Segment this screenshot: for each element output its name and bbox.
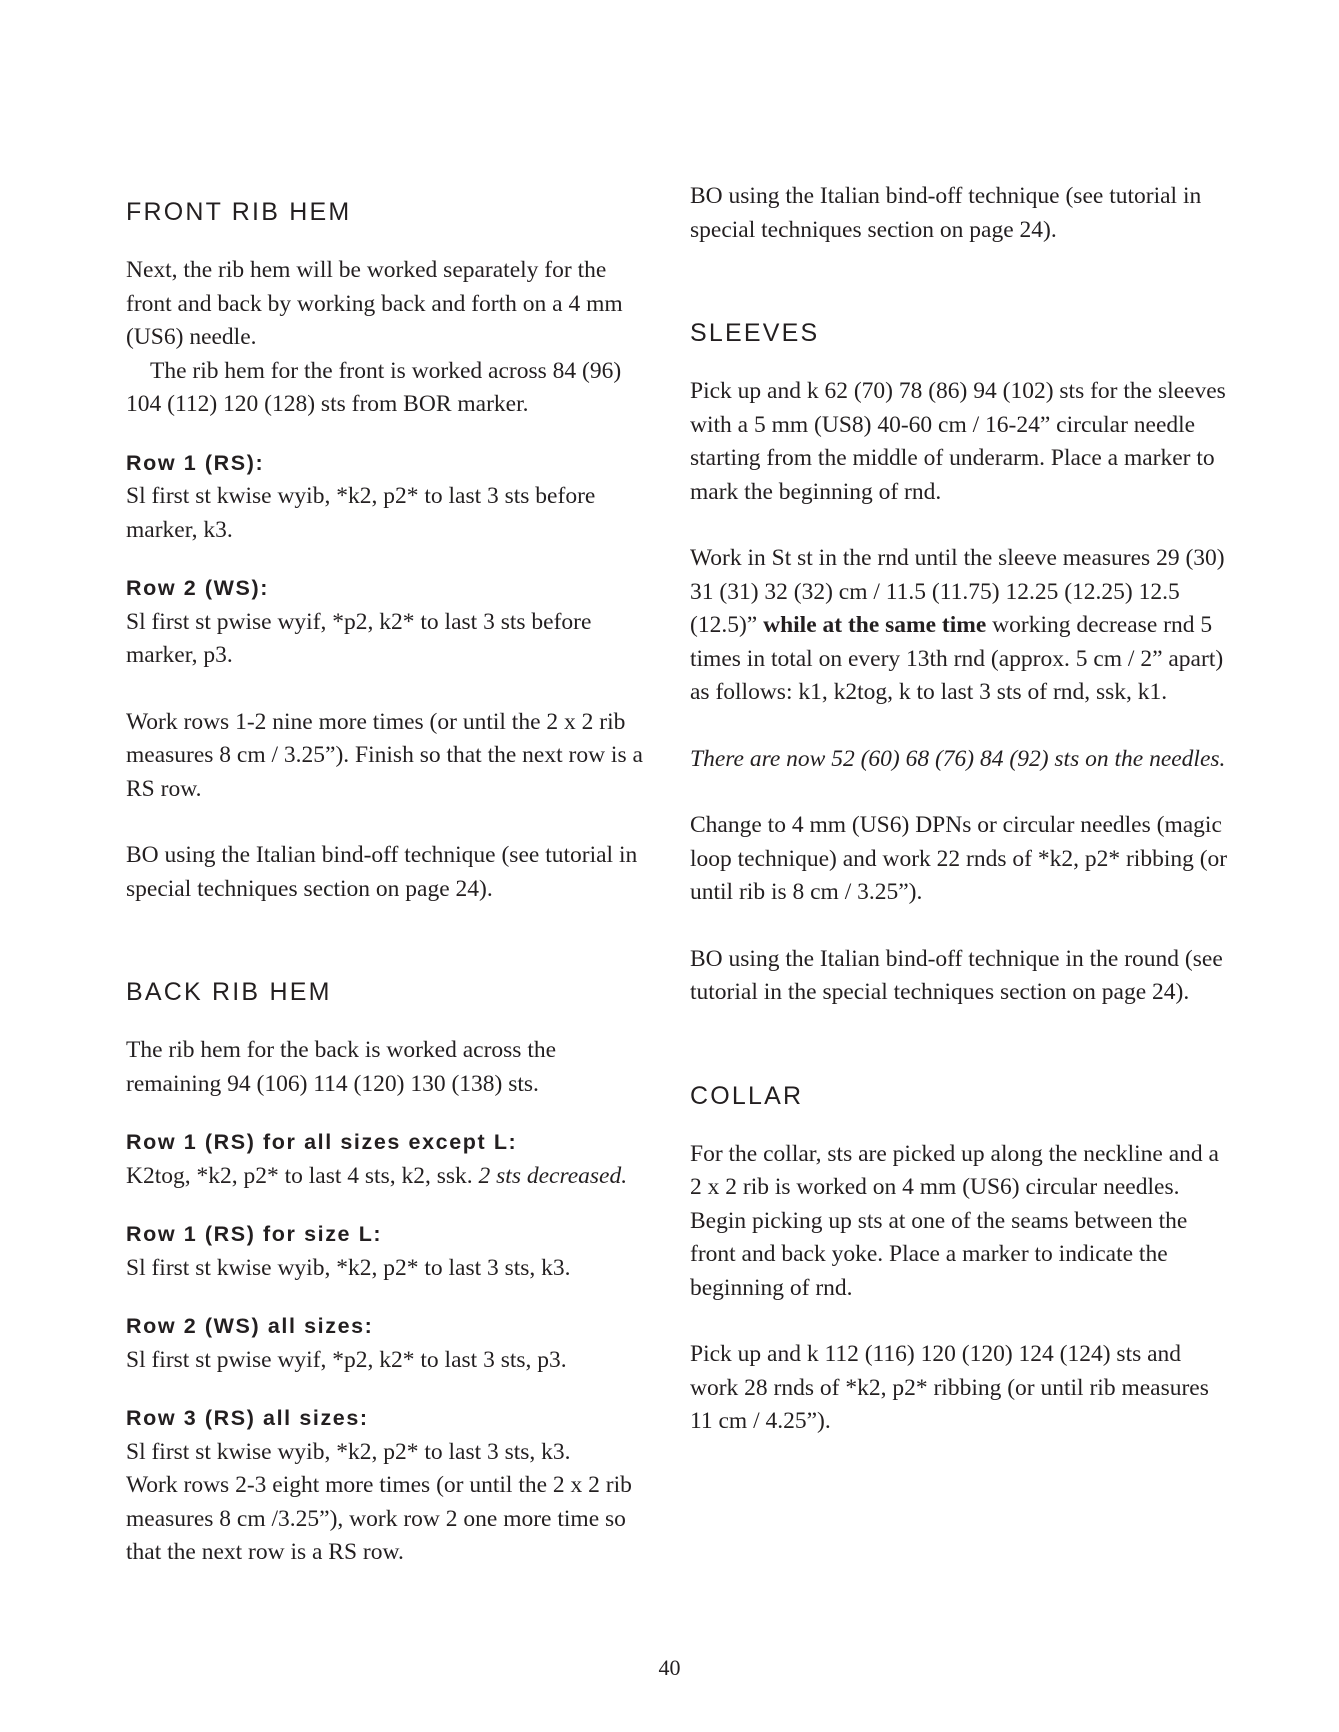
back-row-3 xyxy=(126,1402,656,1570)
right-column xyxy=(690,183,1230,1439)
stitch-count-text: There are now 52 (60) 68 (76) 84 (92) sts on the needles. xyxy=(690,745,1226,772)
row-instruction: Sl first st kwise wyib, *k2, p2* to last 3 sts before marker, k3. xyxy=(126,483,596,543)
row-instruction: Sl first st kwise wyib, *k2, p2* to last 3 sts, k3. xyxy=(126,1438,571,1465)
front-intro-paragraph-2: The rib hem for the front is worked across 84 (96) 104 (112) 120 (128) sts from BOR marker. xyxy=(126,357,622,417)
back-rib-hem-heading: BACK RIB HEM xyxy=(126,978,332,1006)
row-label: Row 2 (WS) all sizes: xyxy=(126,1314,374,1338)
front-rib-hem-heading: FRONT RIB HEM xyxy=(126,198,352,226)
row-label: Row 1 (RS) for all sizes except L: xyxy=(126,1130,518,1154)
sleeves-ribbing-paragraph: Change to 4 mm (US6) DPNs or circular needles (magic loop technique) and work 22 rnds of *k2, p2* ribbing (or until rib is 8 cm / 3.25”). xyxy=(690,812,1228,905)
sleeves-pickup-paragraph: Pick up and k 62 (70) 78 (86) 94 (102) sts for the sleeves with a 5 mm (US8) 40-60 cm / 16-24” circular needle starting from the middle of underarm. Place a marker to mark the beginning of rnd. xyxy=(690,378,1226,505)
work-rows-paragraph: Work rows 1-2 nine more times (or until the 2 x 2 rib measures 8 cm / 3.25”). Finish so that the next row is a RS row. xyxy=(126,708,643,802)
bind-off-front-paragraph: BO using the Italian bind-off technique (see tutorial in special techniques section on page 24). xyxy=(126,842,638,902)
sleeves-emphasis: while at the same time xyxy=(763,612,987,638)
row-instruction: Sl first st pwise wyif, *p2, k2* to last 3 sts before marker, p3. xyxy=(126,608,592,668)
page-number: 40 xyxy=(658,1655,681,1680)
sleeves-stitch-count-note xyxy=(690,743,1230,777)
back-row-2 xyxy=(126,1310,656,1377)
row-note: 2 sts decreased. xyxy=(478,1162,628,1189)
sleeves-bind-off-paragraph: BO using the Italian bind-off technique in the round (see tutorial in the special techniques section on page 24). xyxy=(690,945,1223,1005)
front-row-2 xyxy=(126,572,656,673)
row-label: Row 1 (RS) for size L: xyxy=(126,1222,383,1246)
back-intro-paragraph: The rib hem for the back is worked across the remaining 94 (106) 114 (120) 130 (138) sts. xyxy=(126,1037,557,1097)
front-intro-paragraph: Next, the rib hem will be worked separately for the front and back by working back and forth on a 4 mm (US6) needle. xyxy=(126,257,623,350)
row-label: Row 3 (RS) all sizes: xyxy=(126,1406,369,1430)
collar-pickup-paragraph: Pick up and k 112 (116) 120 (120) 124 (124) sts and work 28 rnds of *k2, p2* ribbing (or until rib measures 11 cm / 4.25”). xyxy=(690,1341,1209,1434)
collar-intro-paragraph: For the collar, sts are picked up along the neckline and a 2 x 2 rib is worked on 4 mm (US6) circular needles. Begin picking up sts at one of the seams between the front and back yoke. Place a marker to indicate the beginning of rnd. xyxy=(690,1140,1219,1301)
row-label: Row 2 (WS): xyxy=(126,576,269,600)
collar-heading: COLLAR xyxy=(690,1081,804,1110)
row-label: Row 1 (RS): xyxy=(126,450,265,475)
front-row-1 xyxy=(126,447,656,548)
sleeves-decrease-text: working decrease rnd 5 times in total on every 13th rnd (approx. 5 cm / 2” apart) as follows: k1, k2tog, k to last 3 sts of rnd, ssk, k1. xyxy=(690,612,1224,705)
sleeves-heading: SLEEVES xyxy=(690,319,820,347)
bind-off-back-paragraph: BO using the Italian bind-off technique (see tutorial in special techniques section on page 24). xyxy=(690,183,1202,243)
row-instruction: Sl first st kwise wyib, *k2, p2* to last 3 sts, k3. xyxy=(126,1254,571,1281)
sleeves-length-paragraph xyxy=(690,542,1230,710)
row-repeat-instruction: Work rows 2-3 eight more times (or until the 2 x 2 rib measures 8 cm /3.25”), work row 2 one more time so that the next row is a RS row. xyxy=(126,1472,632,1565)
left-column xyxy=(126,196,656,1570)
back-row-1-size-l xyxy=(126,1218,656,1285)
row-instruction: Sl first st pwise wyif, *p2, k2* to last 3 sts, p3. xyxy=(126,1346,567,1373)
back-row-1 xyxy=(126,1126,656,1193)
row-instruction: K2tog, *k2, p2* to last 4 sts, k2, ssk. xyxy=(126,1162,473,1189)
sleeves-length-text: Work in St st in the rnd until the sleeve measures 29 (30) 31 (31) 32 (32) cm / 11.5 (11.75) 12.25 (12.25) 12.5 (12.5)” xyxy=(690,545,1225,638)
